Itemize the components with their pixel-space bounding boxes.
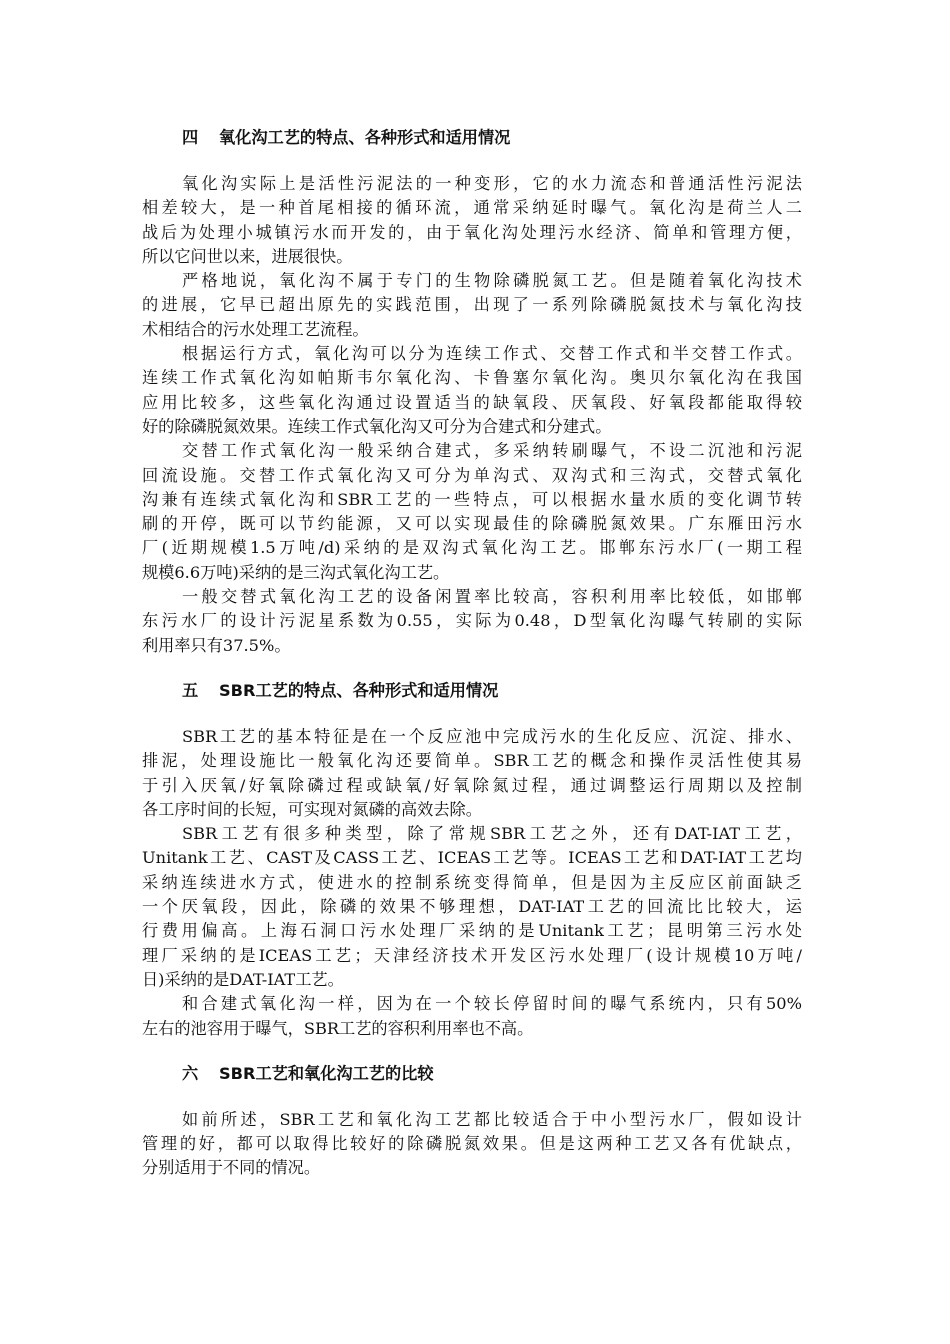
- section-heading-4: [142, 126, 802, 150]
- text-line: 采纳连续进水方式，使进水的控制系统变得简单，但是因为主反应区前面缺乏: [142, 872, 802, 892]
- paragraph: [142, 822, 802, 992]
- text-line: SBR工艺的基本特征是在一个反应池中完成污水的生化反应、沉淀、排水、: [182, 726, 802, 746]
- text-line: Unitank工艺、CAST及CASS工艺、ICEAS工艺等。ICEAS工艺和DAT-IAT工艺均: [142, 848, 802, 868]
- text-line: 严格地说，氧化沟不属于专门的生物除磷脱氮工艺。但是随着氧化沟技术: [182, 271, 802, 291]
- text-line: 如前所述，SBR工艺和氧化沟工艺都比较适合于中小型污水厂，假如设计: [182, 1109, 802, 1129]
- text-line: 分别适用于不同的情况。: [142, 1158, 321, 1178]
- text-line: 根据运行方式，氧化沟可以分为连续工作式、交替工作式和半交替工作式。: [182, 344, 802, 364]
- text-line: 术相结合的污水处理工艺流程。: [142, 319, 369, 339]
- text-line: 刷的开停，既可以节约能源，又可以实现最佳的除磷脱氮效果。广东雁田污水: [142, 514, 802, 534]
- section-number: 四: [182, 128, 199, 147]
- section-title: SBR工艺的特点、各种形式和适用情况: [219, 680, 499, 700]
- text-line: 氧化沟实际上是活性污泥法的一种变形，它的水力流态和普通活性污泥法: [182, 174, 802, 193]
- paragraph: [142, 585, 802, 658]
- section-number: 五: [182, 680, 199, 700]
- text-line: 相差较大，是一种首尾相接的循环流，通常采纳延时曝气。氧化沟是荷兰人二: [142, 198, 802, 218]
- text-line: 战后为处理小城镇污水而开发的，由于氧化沟处理污水经济、简单和管理方便，: [142, 222, 802, 242]
- text-line: 规模6.6万吨)采纳的是三沟式氧化沟工艺。: [142, 562, 450, 582]
- section-title: 氧化沟工艺的特点、各种形式和适用情况: [219, 128, 511, 147]
- text-line: 各工序时间的长短，可实现对氮磷的高效去除。: [142, 799, 482, 819]
- text-line: 回流设施。交替工作式氧化沟又可分为单沟式、双沟式和三沟式，交替式氧化: [142, 465, 802, 485]
- text-line: 东污水厂的设计污泥星系数为0.55，实际为0.48，D型氧化沟曝气转刷的实际: [142, 611, 802, 631]
- paragraph: [142, 172, 802, 269]
- text-line: 所以它问世以来，进展很快。: [142, 246, 353, 266]
- text-line: 一个厌氧段，因此，除磷的效果不够理想，DAT-IAT工艺的回流比比较大，运: [142, 897, 802, 917]
- text-line: 应用比较多，这些氧化沟通过设置适当的缺氧段、厌氧段、好氧段都能取得较: [142, 392, 802, 412]
- document-body: [142, 126, 802, 1181]
- text-line: 的进展，它早已超出原先的实践范围，出现了一系列除磷脱氮技术与氧化沟技: [142, 295, 802, 315]
- section-title: SBR工艺和氧化沟工艺的比较: [219, 1063, 434, 1083]
- paragraph: [142, 992, 802, 1041]
- paragraph: [142, 269, 802, 342]
- text-line: 连续工作式氧化沟如帕斯韦尔氧化沟、卡鲁塞尔氧化沟。奥贝尔氧化沟在我国: [142, 368, 802, 388]
- text-line: 厂(近期规模1.5万吨/d)采纳的是双沟式氧化沟工艺。邯郸东污水厂(一期工程: [142, 538, 802, 558]
- text-line: 和合建式氧化沟一样，因为在一个较长停留时间的曝气系统内，只有50%: [182, 994, 802, 1014]
- text-line: 利用率只有37.5%。: [142, 635, 291, 655]
- section-heading-6: [142, 1062, 802, 1086]
- text-line: 理厂采纳的是ICEAS工艺；天津经济技术开发区污水处理厂(设计规模10万吨/: [142, 945, 802, 965]
- text-line: 排泥，处理设施比一般氧化沟还要简单。SBR工艺的概念和操作灵活性使其易: [142, 751, 802, 771]
- text-line: 管理的好，都可以取得比较好的除磷脱氮效果。但是这两种工艺又各有优缺点，: [142, 1134, 802, 1154]
- text-line: 好的除磷脱氮效果。连续工作式氧化沟又可分为合建式和分建式。: [142, 416, 612, 436]
- paragraph: [142, 725, 802, 822]
- paragraph: [142, 1108, 802, 1181]
- section-heading-5: [142, 679, 802, 703]
- text-line: 一般交替式氧化沟工艺的设备闲置率比较高，容积利用率比较低，如邯郸: [182, 587, 802, 607]
- text-line: 交替工作式氧化沟一般采纳合建式，多采纳转刷曝气，不设二沉池和污泥: [182, 441, 802, 461]
- text-line: SBR工艺有很多种类型，除了常规SBR工艺之外，还有DAT-IAT工艺，: [182, 824, 802, 844]
- paragraph: [142, 439, 802, 585]
- paragraph: [142, 342, 802, 439]
- text-line: 于引入厌氧/好氧除磷过程或缺氧/好氧除氮过程，通过调整运行周期以及控制: [142, 775, 802, 795]
- text-line: 日)采纳的是DAT-IAT工艺。: [142, 969, 344, 989]
- section-number: 六: [182, 1063, 199, 1083]
- text-line: 左右的池容用于曝气，SBR工艺的容积利用率也不高。: [142, 1018, 534, 1038]
- text-line: 沟兼有连续式氧化沟和SBR工艺的一些特点，可以根据水量水质的变化调节转: [142, 489, 802, 509]
- text-line: 行费用偏高。上海石洞口污水处理厂采纳的是Unitank工艺；昆明第三污水处: [142, 921, 802, 941]
